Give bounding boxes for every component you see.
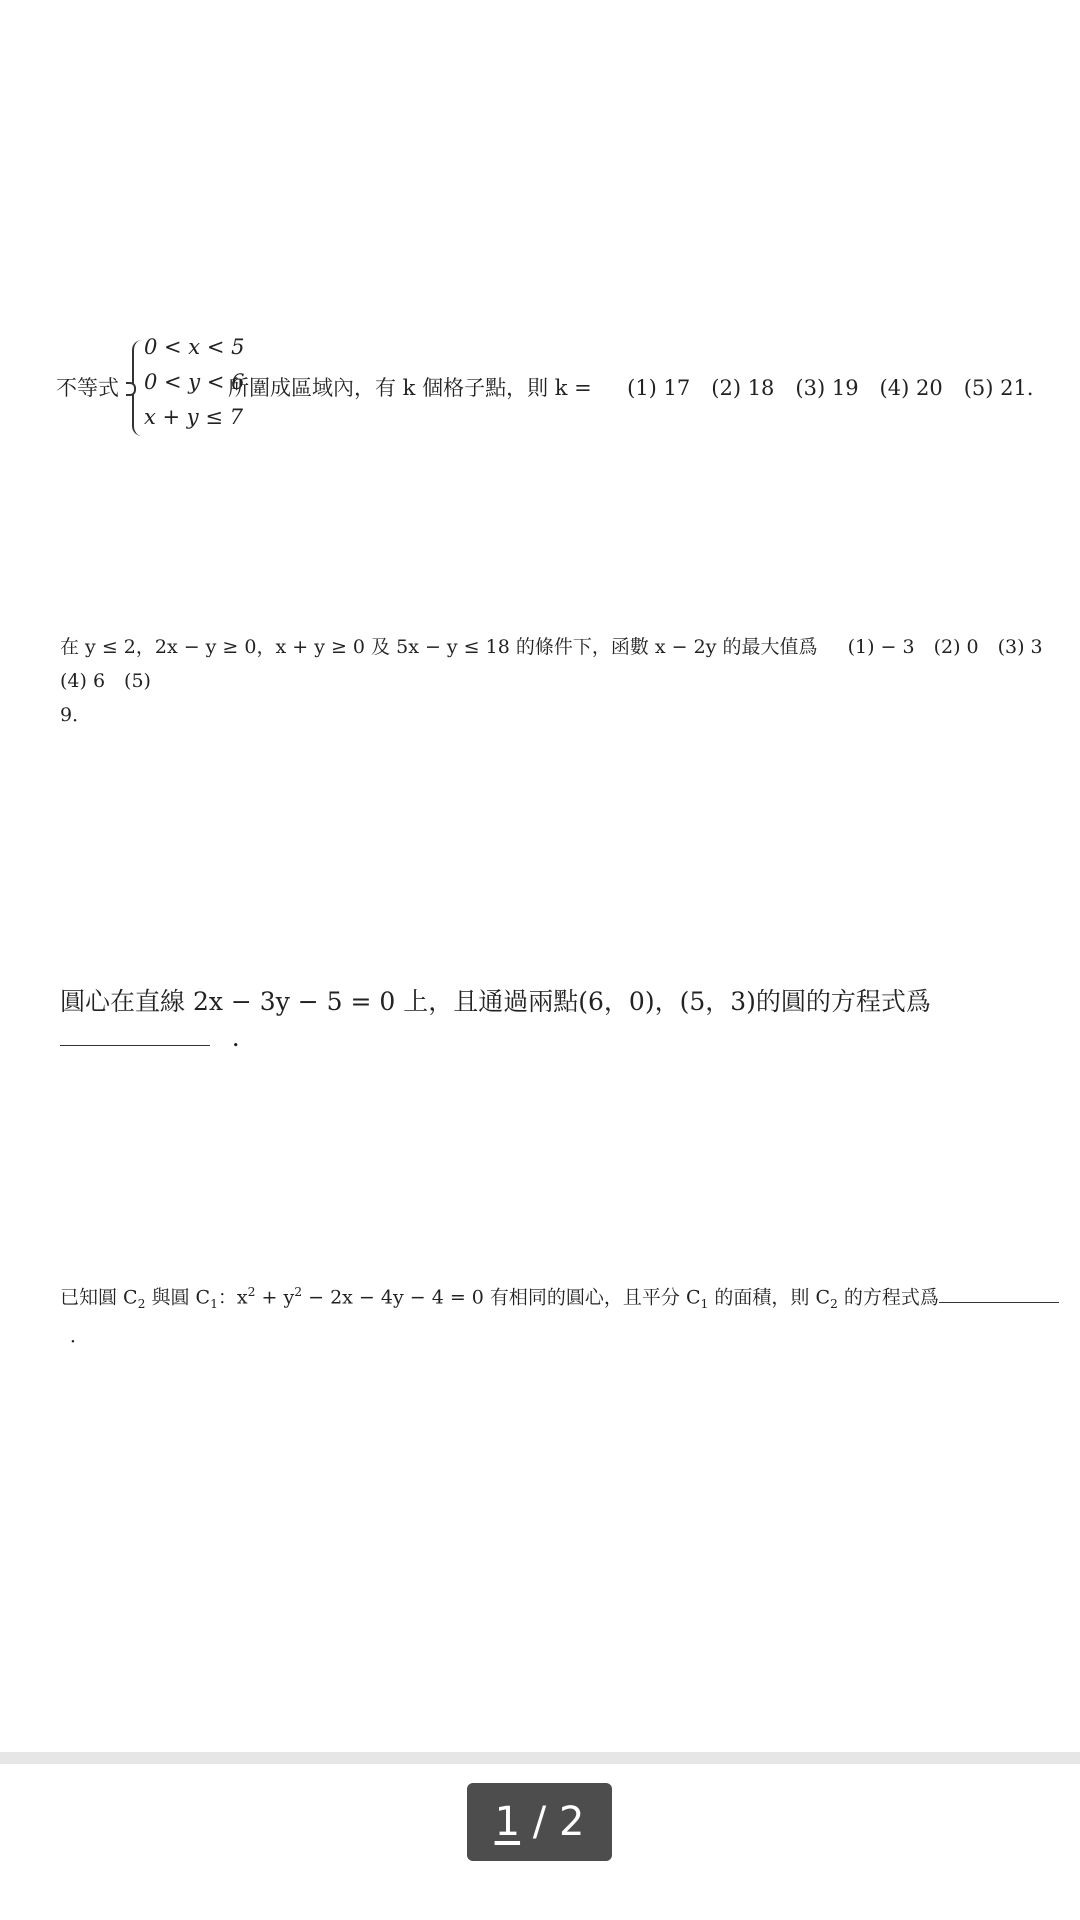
question-4-text-b: 與圓 C [145, 1286, 211, 1309]
question-2-tail: 9． [60, 704, 92, 726]
question-1 [56, 330, 1048, 440]
question-3 [60, 984, 1050, 1056]
question-1-text: 所圍成區域內，有 k 個格子點，則 k = [228, 376, 592, 400]
question-4-sup-d: 2 [294, 1285, 303, 1299]
question-4-end: ． [70, 1325, 90, 1348]
question-1-options: (1) 17 (2) 18 (3) 19 (4) 20 (5) 21． [627, 376, 1048, 400]
inequality-3: x + y ≤ 7 [144, 405, 243, 429]
question-4-text-a: 已知圓 C [60, 1286, 138, 1309]
question-4 [60, 1276, 1060, 1352]
question-2-text: 在 y ≤ 2，2x − y ≥ 0，x + y ≥ 0 及 5x − y ≤ 18 的條件下，函數 x − 2y 的最大值爲 [60, 636, 818, 658]
question-1-text-row [228, 372, 1048, 402]
question-4-text-e: − 2x − 4y − 4 = 0 有相同的圓心，且平分 C [302, 1286, 701, 1309]
question-4-text-d: + y [255, 1286, 295, 1309]
page-divider [0, 1752, 1080, 1764]
question-4-sub-b: 1 [210, 1297, 218, 1312]
answer-blank [60, 1044, 210, 1046]
question-3-text: 圓心在直線 2x − 3y − 5 = 0 上，且通過兩點(6，0)，(5，3)的圓的方程式爲 [60, 987, 931, 1016]
question-4-text-g: 的方程式爲 [837, 1286, 939, 1309]
current-page: 1 [494, 1799, 521, 1845]
question-4-sub-a: 2 [137, 1297, 146, 1312]
question-4-sub-e: 1 [700, 1297, 709, 1312]
question-4-sub-f: 2 [830, 1297, 838, 1312]
inequality-1: 0 < x < 5 [144, 335, 245, 359]
question-2 [60, 630, 1062, 732]
question-4-text-f: 的面積，則 C [708, 1286, 830, 1309]
question-1-lead: 不等式 [56, 376, 119, 400]
page-separator: / [520, 1799, 559, 1845]
question-4-text-c: ：x [217, 1286, 248, 1309]
left-brace-icon [132, 340, 144, 436]
page-indicator[interactable] [467, 1783, 612, 1861]
question-4-sup-c: 2 [247, 1285, 256, 1299]
answer-blank [939, 1301, 1059, 1303]
inequality-2: 0 < y < 6 [144, 370, 245, 394]
question-3-end: ． [231, 1023, 257, 1052]
question-2-options: (1) − 3 (2) 0 (3) 3 (4) 6 (5) [60, 636, 1062, 692]
total-pages: 2 [558, 1799, 585, 1845]
